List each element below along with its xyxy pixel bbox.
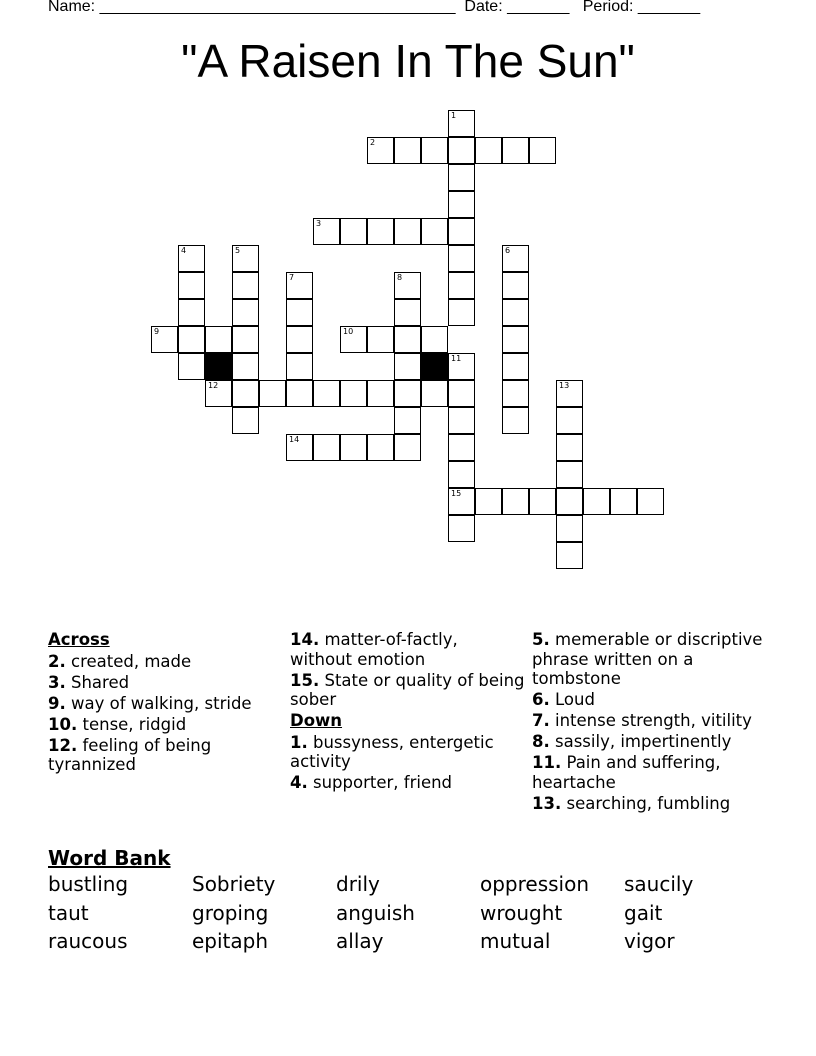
crossword-cell[interactable] <box>367 218 394 245</box>
crossword-cell[interactable] <box>340 218 367 245</box>
clue-number: 4. <box>290 773 308 792</box>
crossword-cell[interactable] <box>475 488 502 515</box>
crossword-cell[interactable] <box>367 137 394 164</box>
clue-text: feeling of being tyrannized <box>48 735 212 774</box>
clue-text: Pain and suffering, heartache <box>532 753 721 792</box>
clue-text: tense, ridgid <box>82 714 187 734</box>
word-bank-item: anguish <box>336 900 415 925</box>
crossword-cell[interactable] <box>502 353 529 380</box>
black-cell <box>205 353 232 380</box>
crossword-cell[interactable] <box>583 488 610 515</box>
clues-column-1 <box>48 630 283 776</box>
clue-text: memerable or discriptive phrase written on a tombstone <box>532 630 763 688</box>
clue-text: Loud <box>555 690 595 709</box>
clue-down-6 <box>532 690 772 710</box>
cell-number: 1 <box>451 111 457 120</box>
crossword-cell[interactable] <box>151 326 178 353</box>
word-bank-item: Sobriety <box>192 872 276 896</box>
crossword-cell[interactable] <box>502 380 529 407</box>
crossword-cell[interactable] <box>394 407 421 434</box>
clue-number: 5. <box>532 630 550 649</box>
crossword-cell[interactable] <box>232 353 259 380</box>
crossword-cell[interactable] <box>259 380 286 407</box>
crossword-cell[interactable] <box>502 299 529 326</box>
crossword-cell[interactable] <box>286 353 313 380</box>
cell-number: 13 <box>559 381 570 390</box>
clue-across-10 <box>48 715 283 735</box>
crossword-cell[interactable] <box>313 380 340 407</box>
crossword-cell[interactable] <box>178 299 205 326</box>
date-label: Date: <box>464 0 503 15</box>
crossword-cell[interactable] <box>178 326 205 353</box>
crossword-cell[interactable] <box>286 272 313 299</box>
cell-number: 2 <box>370 138 376 147</box>
crossword-cell[interactable] <box>394 353 421 380</box>
crossword-cell[interactable] <box>556 488 583 515</box>
crossword-cell[interactable] <box>448 353 475 380</box>
cell-number: 4 <box>181 246 187 255</box>
cell-number: 14 <box>289 435 300 444</box>
cell-number: 12 <box>208 381 219 390</box>
crossword-cell[interactable] <box>448 407 475 434</box>
crossword-cell[interactable] <box>448 272 475 299</box>
black-cell <box>421 353 448 380</box>
clue-number: 10. <box>48 714 78 734</box>
crossword-cell[interactable] <box>205 326 232 353</box>
crossword-cell[interactable] <box>448 380 475 407</box>
crossword-cell[interactable] <box>556 542 583 569</box>
cell-number: 6 <box>505 246 511 255</box>
crossword-cell[interactable] <box>394 299 421 326</box>
word-bank-item: mutual <box>480 929 551 953</box>
crossword-cell[interactable] <box>448 434 475 461</box>
crossword-cell[interactable] <box>529 137 556 164</box>
clue-number: 9. <box>48 693 66 713</box>
word-bank-item: epitaph <box>192 929 269 953</box>
crossword-cell[interactable] <box>367 434 394 461</box>
clue-text: supporter, friend <box>313 773 453 792</box>
crossword-cell[interactable] <box>502 326 529 353</box>
cell-number: 9 <box>154 327 160 336</box>
cell-number: 3 <box>316 219 322 228</box>
word-bank-item: drily <box>336 872 380 896</box>
clue-number: 3. <box>48 672 66 692</box>
cell-number: 8 <box>397 273 403 282</box>
crossword-cell[interactable] <box>232 407 259 434</box>
clue-number: 6. <box>532 690 550 709</box>
clue-number: 1. <box>290 732 308 752</box>
crossword-cell[interactable] <box>421 137 448 164</box>
crossword-cell[interactable] <box>448 218 475 245</box>
crossword-cell[interactable] <box>637 488 664 515</box>
word-bank-item: bustling <box>48 872 129 896</box>
crossword-cell[interactable] <box>448 515 475 542</box>
crossword-cell[interactable] <box>313 218 340 245</box>
crossword-cell[interactable] <box>448 110 475 137</box>
date-blank[interactable]: _______ <box>507 0 570 15</box>
clue-down-11 <box>532 753 772 792</box>
clue-number: 11. <box>532 753 562 772</box>
name-label: Name: <box>48 0 96 15</box>
crossword-cell[interactable] <box>178 272 205 299</box>
crossword-cell[interactable] <box>421 326 448 353</box>
clue-text: matter-of-factly, without emotion <box>290 630 458 669</box>
clue-number: 2. <box>48 651 66 671</box>
word-bank-item: raucous <box>48 929 128 953</box>
crossword-cell[interactable] <box>394 218 421 245</box>
crossword-cell[interactable] <box>421 218 448 245</box>
crossword-cell[interactable] <box>556 434 583 461</box>
clue-number: 8. <box>532 732 550 751</box>
crossword-cell[interactable] <box>394 434 421 461</box>
word-bank-item: gait <box>624 900 663 925</box>
word-bank <box>48 873 768 953</box>
clue-across-9 <box>48 694 283 714</box>
clue-text: Shared <box>71 672 130 692</box>
cell-number: 10 <box>343 327 354 336</box>
across-heading: Across <box>48 630 110 649</box>
clue-text: sassily, impertinently <box>555 732 732 751</box>
clues-column-3 <box>532 630 772 815</box>
crossword-cell[interactable] <box>178 353 205 380</box>
crossword-cell[interactable] <box>448 191 475 218</box>
cell-number: 15 <box>451 489 462 498</box>
clues-column-2 <box>290 630 525 794</box>
clue-down-7 <box>532 711 772 731</box>
clue-down-4 <box>290 773 525 793</box>
crossword-cell[interactable] <box>556 515 583 542</box>
word-bank-title: Word Bank <box>48 846 171 870</box>
crossword-cell[interactable] <box>394 326 421 353</box>
crossword-cell[interactable] <box>178 245 205 272</box>
crossword-cell[interactable] <box>232 272 259 299</box>
crossword-cell[interactable] <box>448 137 475 164</box>
clue-down-13 <box>532 794 772 814</box>
crossword-cell[interactable] <box>502 245 529 272</box>
page-title: "A Raisen In The Sun" <box>181 35 635 87</box>
crossword-cell[interactable] <box>340 380 367 407</box>
word-bank-item: vigor <box>624 929 675 953</box>
crossword-cell[interactable] <box>448 461 475 488</box>
word-bank-item: saucily <box>624 872 694 896</box>
crossword-cell[interactable] <box>475 137 502 164</box>
word-bank-item: taut <box>48 900 89 925</box>
clue-down-8 <box>532 732 772 752</box>
crossword-cell[interactable] <box>340 326 367 353</box>
crossword-cell[interactable] <box>286 299 313 326</box>
crossword-cell[interactable] <box>556 461 583 488</box>
word-bank-item: groping <box>192 900 269 925</box>
crossword-cell[interactable] <box>394 380 421 407</box>
crossword-cell[interactable] <box>502 272 529 299</box>
name-blank[interactable]: ________________________________________ <box>99 0 456 15</box>
period-label: Period: <box>582 0 634 15</box>
crossword-cell[interactable] <box>232 245 259 272</box>
clue-number: 15. <box>290 670 320 690</box>
clue-down-1 <box>290 733 525 772</box>
crossword-cell[interactable] <box>610 488 637 515</box>
clue-number: 14. <box>290 630 320 649</box>
clue-text: created, made <box>71 651 192 671</box>
crossword-cell[interactable] <box>367 326 394 353</box>
crossword-cell[interactable] <box>232 380 259 407</box>
clue-across-12 <box>48 736 283 775</box>
crossword-cell[interactable] <box>529 488 556 515</box>
clue-number: 7. <box>532 711 550 730</box>
clue-across-14 <box>290 630 525 669</box>
clue-across-2 <box>48 652 283 672</box>
crossword-cell[interactable] <box>394 272 421 299</box>
crossword-cell[interactable] <box>340 434 367 461</box>
clue-across-3 <box>48 673 283 693</box>
crossword-cell[interactable] <box>232 299 259 326</box>
clue-text: way of walking, stride <box>71 693 252 713</box>
crossword-cell[interactable] <box>286 434 313 461</box>
crossword-cell[interactable] <box>502 488 529 515</box>
word-bank-item: oppression <box>480 872 590 896</box>
clue-text: State or quality of being sober <box>290 670 525 709</box>
crossword-cell[interactable] <box>502 407 529 434</box>
crossword-cell[interactable] <box>448 245 475 272</box>
period-blank[interactable]: _______ <box>637 0 701 15</box>
crossword-cell[interactable] <box>286 326 313 353</box>
crossword-cell[interactable] <box>286 380 313 407</box>
cell-number: 11 <box>451 354 462 363</box>
clue-number: 12. <box>48 735 78 755</box>
crossword-cell[interactable] <box>448 488 475 515</box>
clue-across-15 <box>290 671 525 710</box>
crossword-cell[interactable] <box>556 407 583 434</box>
clue-text: searching, fumbling <box>566 793 731 813</box>
crossword-cell[interactable] <box>502 137 529 164</box>
word-bank-item: wrought <box>480 900 563 925</box>
clue-number: 13. <box>532 793 562 813</box>
crossword-cell[interactable] <box>232 326 259 353</box>
clue-text: intense strength, vitility <box>555 711 752 730</box>
crossword-cell[interactable] <box>313 434 340 461</box>
cell-number: 7 <box>289 273 295 282</box>
crossword-cell[interactable] <box>448 299 475 326</box>
clue-down-5 <box>532 630 772 689</box>
word-bank-item: allay <box>336 929 384 953</box>
clue-text: bussyness, entergetic activity <box>290 732 494 771</box>
crossword-cell[interactable] <box>556 380 583 407</box>
cell-number: 5 <box>235 246 241 255</box>
crossword-cell[interactable] <box>367 380 394 407</box>
crossword-cell[interactable] <box>205 380 232 407</box>
crossword-cell[interactable] <box>421 380 448 407</box>
crossword-cell[interactable] <box>394 137 421 164</box>
down-heading: Down <box>290 711 343 730</box>
crossword-cell[interactable] <box>448 164 475 191</box>
